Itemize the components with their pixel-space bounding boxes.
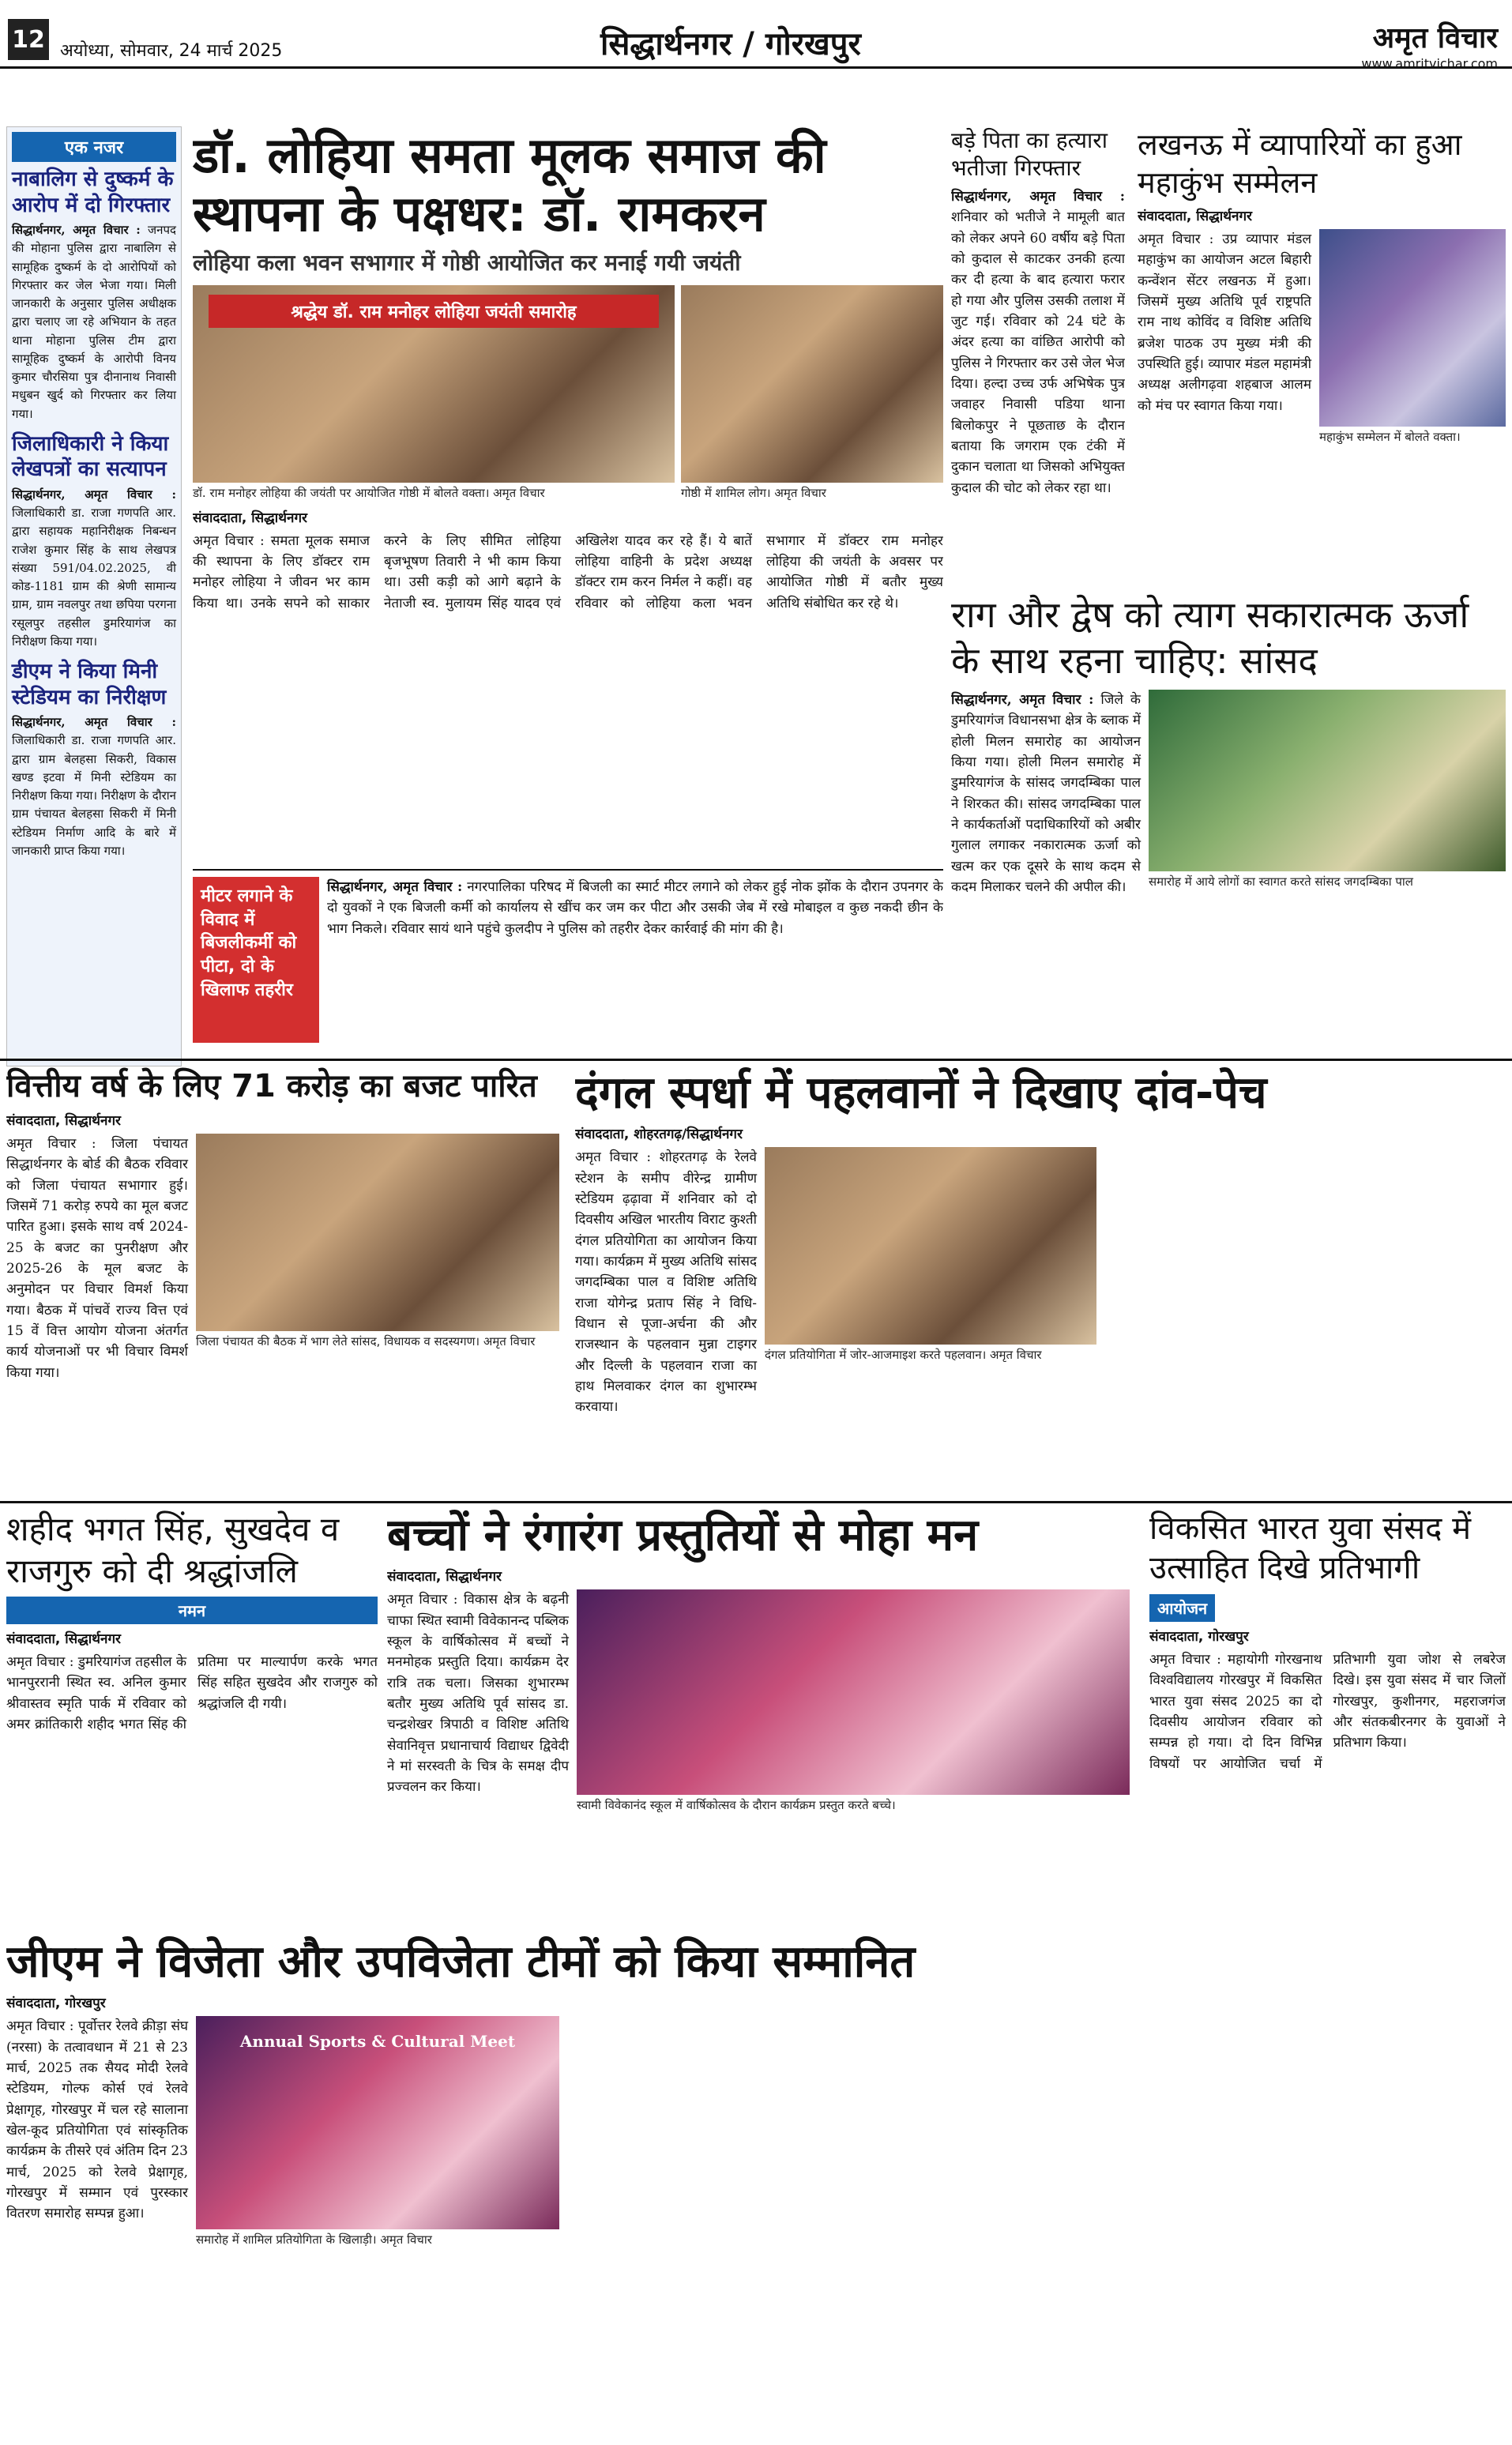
sidebar-byline: सिद्धार्थनगर, अमृत विचार : <box>12 715 176 729</box>
article-body: नगरपालिका परिषद में बिजली का स्मार्ट मीटर लगाने को लेकर हुई नोक झोंक के दौरान उपनगर के दो युवकों ने एक बिजली कर्मी को कार्यालय से खींच कर जम कर पीटा और उसकी जेब में रखे मोबाइल व कुछ नकदी छीन के भाग निकले। रविवार सायं थाने पहुंचे कुलदीप ने पुलिस को तहरीर देकर कार्रवाई की मांग की है। <box>327 879 943 937</box>
photo-caption: स्वामी विवेकानंद स्कूल में वार्षिकोत्सव के दौरान कार्यक्रम प्रस्तुत करते बच्चे। <box>577 1798 896 1813</box>
photo-caption: गोष्ठी में शामिल लोग। अमृत विचार <box>681 485 826 500</box>
sidebar-byline: सिद्धार्थनगर, अमृत विचार : <box>12 223 141 237</box>
sidebar-body: जिलाधिकारी डा. राजा गणपति आर. द्वारा सहायक महानिरीक्षक निबन्धन राजेश कुमार सिंह के साथ लेखपत्र संख्या 591/04.02.2025, वी कोड-1181 ग्राम की श्रेणी सामान्य ग्राम, ग्राम नवलपुर तथा छपिया परगना रसूलपुर तहसील डुमरियागंज का निरीक्षण किया गया। <box>12 506 176 649</box>
byline: संवाददाता, सिद्धार्थनगर <box>387 1569 502 1585</box>
sidebar-item <box>12 659 176 860</box>
article-bhagat <box>6 1509 378 1928</box>
divider <box>0 1059 1512 1061</box>
photo-holi-milan <box>1149 690 1506 871</box>
website-link[interactable]: www.amritvichar.com <box>1361 56 1498 71</box>
headline[interactable]: डॉ. लोहिया समता मूलक समाज की स्थापना के पक्षधर: डॉ. रामकरन <box>193 126 826 243</box>
dateline: अयोध्या, सोमवार, 24 मार्च 2025 <box>60 41 283 61</box>
byline: सिद्धार्थनगर, अमृत विचार : <box>951 692 1094 708</box>
headline[interactable]: बच्चों ने रंगारंग प्रस्तुतियों से मोहा मन <box>387 1510 979 1561</box>
article-body: अमृत विचार : समता मूलक समाज की स्थापना के लिए डॉक्टर राम मनोहर लोहिया ने जीवन भर काम किया था। उनके सपने को साकार करने के लिए सीमित लोहिया बृजभूषण तिवारी ने भी काम किया था। उसी कड़ी को आगे बढ़ाने के नेताजी स्व. मुलायम सिंह यादव एवं अखिलेश यादव कर रहे हैं। ये बातें लोहिया वाहिनी के प्रदेश अध्यक्ष डॉक्टर राम करन निर्मल ने कहीं। वह रविवार को लोहिया कला भवन सभागार में डॉक्टर राम मनोहर लोहिया की जयंती के अवसर पर आयोजित गोष्ठी में बतौर मुख्य अतिथि संबोधित कर रहे थे। <box>193 532 943 611</box>
byline: संवाददाता, सिद्धार्थनगर <box>193 510 307 526</box>
stage-banner: श्रद्धेय डॉ. राम मनोहर लोहिया जयंती समारोह <box>209 295 659 328</box>
brand-logo[interactable] <box>1361 17 1498 71</box>
article-body: अमृत विचार : डुमरियागंज तहसील के भानपुररानी स्थित स्व. अनिल कुमार श्रीवास्तव स्मृति पार्क में रविवार को अमर क्रांतिकारी शहीद भगत सिंह की प्रतिमा पर माल्यार्पण करके भगत सिंह सहित सुखदेव और राजगुरु को श्रद्धांजलि दी गयी। <box>6 1654 378 1733</box>
headline[interactable]: राग और द्वेष को त्याग सकारात्मक ऊर्जा के साथ रहना चाहिए: सांसद <box>951 593 1469 682</box>
article-body: अमृत विचार : जिला पंचायत सिद्धार्थनगर के बोर्ड की बैठक रविवार को जिला पंचायत सभागार हुई। जिसमें 71 करोड़ रुपये का मूल बजट पारित हुआ। इसके साथ वर्ष 2024-25 के बजट का पुनरीक्षण और 2025-26 के मूल बजट के अनुमोदन पर विचार विमर्श किया गया। बैठक में पांचवें राज्य वित्त एवं 15 वें वित्त आयोग योजना अंतर्गत कार्य योजनाओं पर भी विचार विमर्श किया गया। <box>6 1136 188 1381</box>
sidebar-body: जनपद की मोहाना पुलिस द्वारा नाबालिग से सामूहिक दुष्कर्म के दो आरोपियों को गिरफ्तार कर जेल भेजा गया। मिली जानकारी के अनुसार पुलिस अधीक्षक द्वारा चलाए जा रहे अभियान के तहत थाना मोहाना पुलिस टीम द्वारा सामूहिक दुष्कर्म के आरोपी विनय कुमार चौरसिया पुत्र दीनानाथ निवासी मधुबन खुर्द को गिरफ्तार कर लिया गया। <box>12 223 176 421</box>
byline: संवाददाता, शोहरतगढ़/सिद्धार्थनगर <box>575 1127 743 1143</box>
headline[interactable]: बड़े पिता का हत्यारा भतीजा गिरफ्तार <box>951 127 1108 181</box>
headline[interactable]: वित्तीय वर्ष के लिए 71 करोड़ का बजट पारित <box>6 1068 537 1104</box>
photo-wrestlers <box>765 1147 1096 1345</box>
article-dangal <box>575 1066 1506 1493</box>
photo-caption: जिला पंचायत की बैठक में भाग लेते सांसद, विधायक व सदस्यगण। अमृत विचार <box>196 1334 536 1349</box>
stage-backdrop-text: Annual Sports & Cultural Meet <box>239 2032 516 2052</box>
subheadline: लोहिया कला भवन सभागार में गोष्ठी आयोजित कर मनाई गयी जयंती <box>193 249 741 276</box>
sidebar-headline[interactable]: नाबालिग से दुष्कर्म के आरोप में दो गिरफ्तार <box>12 167 174 217</box>
photo-award-ceremony <box>196 2016 559 2229</box>
article-body: अमृत विचार : महायोगी गोरखनाथ विश्वविद्यालय गोरखपुर में विकसित भारत युवा संसद 2025 का दो दिवसीय आयोजन रविवार को सम्पन्न हो गया। दो दिन विभिन्न विषयों पर आयोजित चर्चा में प्रतिभागी युवा जोश से लबरेज दिखे। इस युवा संसद में चार जिलों गोरखपुर, कुशीनगर, महराजगंज और संतकबीरनगर के युवाओं ने प्रतिभाग किया। <box>1149 1652 1506 1772</box>
photo-caption: महाकुंभ सम्मेलन में बोलते वक्ता। <box>1319 430 1461 444</box>
article-youth <box>1149 1509 1506 2417</box>
sidebar-label: एक नजर <box>12 132 176 162</box>
article-body: जिले के डुमरियागंज विधानसभा क्षेत्र के ब्लाक में होली मिलन समारोह का आयोजन किया गया। होली मिलन समारोह में डुमरियागंज के सांसद जगदम्बिका पाल ने शिरकत की। सांसद जगदम्बिका पाल ने कार्यकर्ताओं पदाधिकारियों को अबीर गुलाल लगाकर नकारात्मक ऊर्जा को खत्म कर एक दूसरे के साथ कदम से कदम मिलाकर चलने की अपील की। <box>951 692 1141 896</box>
photo-caption: डॉ. राम मनोहर लोहिया की जयंती पर आयोजित गोष्ठी में बोलते वक्ता। अमृत विचार <box>193 485 545 500</box>
article-nephew <box>951 126 1125 585</box>
section-tag: आयोजन <box>1149 1594 1215 1622</box>
sidebar-item <box>12 167 176 423</box>
byline: सिद्धार्थनगर, अमृत विचार : <box>951 189 1125 205</box>
article-gm <box>6 1935 1142 2417</box>
sidebar-body: जिलाधिकारी डा. राजा गणपति आर. द्वारा ग्राम बेलहसा सिकरी, विकास खण्ड इटवा में मिनी स्टेडियम का निरीक्षण किया गया। निरीक्षण के दौरान ग्राम पंचायत बेलहसा सिकरी में मिनी स्टेडियम निर्माण आदि के बारे में जानकारी प्राप्त किया गया। <box>12 733 176 858</box>
article-meter <box>193 869 943 1051</box>
photo-caption: दंगल प्रतियोगिता में जोर-आजमाइश करते पहलवान। अमृत विचार <box>765 1348 1042 1363</box>
article-body: अमृत विचार : विकास क्षेत्र के बढ़नी चाफा स्थित स्वामी विवेकानन्द पब्लिक स्कूल के वार्षिकोत्सव में बच्चों ने मनमोहक प्रस्तुति दिया। कार्यक्रम देर रात्रि तक चला। जिसका शुभारम्भ बतौर मुख्य अतिथि पूर्व सांसद डा. चन्द्रशेखर त्रिपाठी व विशिष्ट अतिथि सेवानिवृत्त प्रधानाचार्य विद्याधर द्विवेदी ने मां सरस्वती के चित्र के समक्ष दीप प्रज्वलन कर किया। <box>387 1592 569 1796</box>
story-tag[interactable]: मीटर लगाने के विवाद में बिजलीकर्मी को पीटा, दो के खिलाफ तहरीर <box>193 877 319 1043</box>
edition-title: सिद्धार्थनगर / गोरखपुर <box>600 26 861 62</box>
article-mahakumbh <box>1138 126 1506 585</box>
byline: संवाददाता, सिद्धार्थनगर <box>6 1631 121 1647</box>
byline: संवाददाता, गोरखपुर <box>6 1995 106 2012</box>
photo-lohia-stage <box>193 285 675 483</box>
photo-caption: समारोह में आये लोगों का स्वागत करते सांसद जगदम्बिका पाल <box>1149 875 1413 889</box>
headline[interactable]: दंगल स्पर्धा में पहलवानों ने दिखाए दांव-पेच <box>575 1067 1267 1119</box>
article-children <box>387 1509 1142 1928</box>
byline: संवाददाता, सिद्धार्थनगर <box>6 1113 121 1129</box>
photo-children-dance <box>577 1589 1130 1795</box>
sidebar-headline[interactable]: डीएम ने किया मिनी स्टेडियम का निरीक्षण <box>12 660 167 709</box>
article-body: शनिवार को भतीजे ने मामूली बात को लेकर अपने 60 वर्षीय बड़े पिता को कुदाल से काटकर उनकी हत्या कर दी हत्या के बाद हत्यारा फरार हो गया और पुलिस उसकी तलाश में जुट गई। रविवार को 24 घंटे के अंदर हत्या का वांछित आरोपी को पुलिस ने गिरफ्तार कर उसे जेल भेज दिया। हल्दा उच्च उर्फ अभिषेक पुत्र जवाहर निवासी पडिया थाना बिलोकपुर ने पूछताछ के दौरान बताया कि जगराम एक टंकी में दुकान चलाता था जिसको अभियुक्त कुदाल की चोट को लेकर रहा था। <box>951 209 1125 496</box>
byline: सिद्धार्थनगर, अमृत विचार : <box>327 879 463 895</box>
photo-caption: समारोह में शामिल प्रतियोगिता के खिलाड़ी। अमृत विचार <box>196 2232 432 2248</box>
headline[interactable]: विकसित भारत युवा संसद में उत्साहित दिखे प्रतिभागी <box>1149 1510 1472 1586</box>
article-body: अमृत विचार : शोहरतगढ़ के रेलवे स्टेशन के समीप वीरेन्द्र ग्रामीण स्टेडियम ढ़ढ़ावा में शनिवार को दो दिवसीय अखिल भारतीय विराट कुश्ती दंगल प्रतियोगिता का आयोजन किया गया। कार्यक्रम में मुख्य अतिथि सांसद जगदम्बिका पाल व विशिष्ट अतिथि राजा योगेन्द्र प्रताप सिंह ने विधि-विधान से पूजा-अर्चना की और राजस्थान के पहलवान मुन्ना टाइगर और दिल्ली के पहलवान राजा का हाथ मिलवाकर दंगल का शुभारम्भ करवाया। <box>575 1149 757 1416</box>
article-body: अमृत विचार : उप्र व्यापार मंडल महाकुंभ का आयोजन अटल बिहारी कन्वेंशन सेंटर लखनऊ में हुआ। जिसमें मुख्य अतिथि पूर्व राष्ट्रपति राम नाथ कोविंद व विशिष्ट अतिथि ब्रजेश पाठक उप मुख्य मंत्री की उपस्थिति हुई। व्यापार मंडल महामंत्री अध्यक्ष अलीगढ़वा शहबाज आलम को मंच पर स्वागत किया गया। <box>1138 231 1311 414</box>
sidebar-headline[interactable]: जिलाधिकारी ने किया लेखपत्रों का सत्यापन <box>12 431 169 482</box>
page-number: 12 <box>8 19 49 60</box>
article-body: अमृत विचार : पूर्वोत्तर रेलवे क्रीड़ा संघ (नरसा) के तत्वावधान में 21 से 23 मार्च, 2025 तक सैयद मोदी रेलवे स्टेडियम, गोल्फ कोर्स एवं रेलवे प्रेक्षागृह, गोरखपुर में चल रहे सालाना खेल-कूद प्रतियोगिता एवं सांस्कृतिक कार्यक्रम के तीसरे एवं अंतिम दिन 23 मार्च, 2025 को रेलवे प्रेक्षागृह, गोरखपुर में सम्मान एवं पुरस्कार वितरण समारोह सम्पन्न हुआ। <box>6 2018 188 2222</box>
sidebar-item <box>12 431 176 651</box>
article-budget <box>6 1066 567 1493</box>
byline: संवाददाता, गोरखपुर <box>1149 1629 1249 1645</box>
masthead <box>0 0 1512 69</box>
headline[interactable]: लखनऊ में व्यापारियों का हुआ महाकुंभ सम्मेलन <box>1138 127 1462 200</box>
divider <box>0 1501 1512 1503</box>
byline: संवाददाता, सिद्धार्थनगर <box>1138 209 1252 224</box>
photo-audience <box>681 285 943 483</box>
brand-name: अमृत विचार <box>1372 22 1498 55</box>
article-raag <box>951 592 1506 1051</box>
photo-conference <box>1319 229 1506 427</box>
headline[interactable]: शहीद भगत सिंह, सुखदेव व राजगुरु को दी श्रद्धांजलि <box>6 1510 340 1590</box>
photo-meeting <box>196 1134 559 1331</box>
sidebar <box>6 126 182 1066</box>
sidebar-byline: सिद्धार्थनगर, अमृत विचार : <box>12 487 176 502</box>
section-tag: नमन <box>6 1597 378 1624</box>
headline[interactable]: जीएम ने विजेता और उपविजेता टीमों को किया सम्मानित <box>6 1936 916 1988</box>
